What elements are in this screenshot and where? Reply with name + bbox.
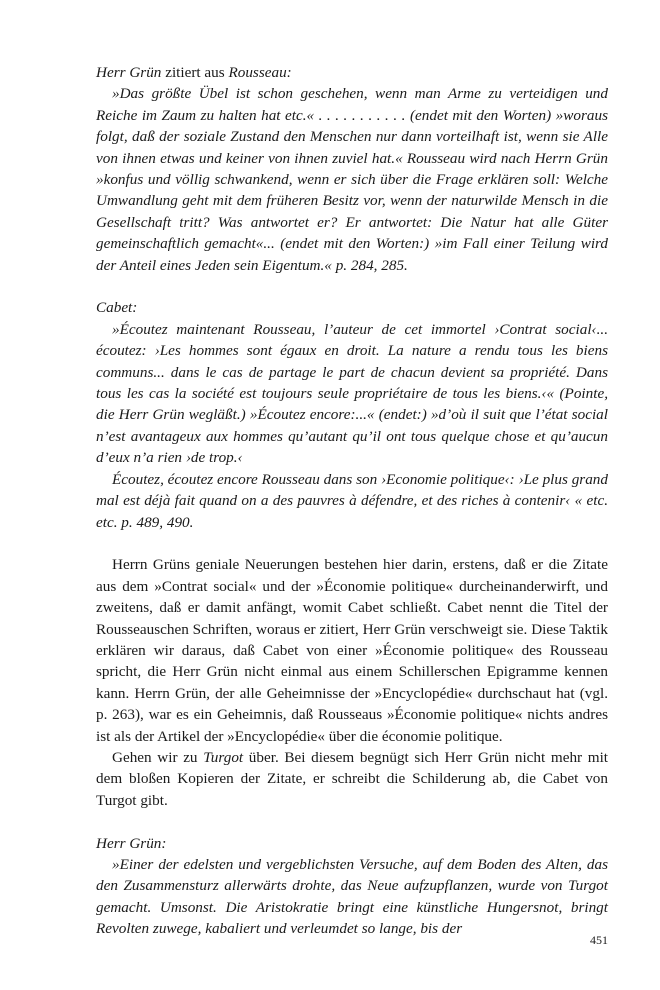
body-paragraph-1: Herrn Grüns geniale Neuerungen bestehen hier darin, erstens, daß er die Zitate aus dem »Contrat social« und der »Économie politique« durcheinanderwirft, und zweitens, daß er damit anfängt, womit Cabet schließt. Cabet nennt die Titel der Rousseauschen Schriften, woraus er zitiert, Herr Grün verschweigt sie. Diese Taktik erklären wir daraus, daß Cabet von einer »Économie politique« des Rousseau spricht, die Herr Grün nicht einmal aus einem Schillerschen Epigramme kennen kann. Herrn Grün, der alle Geheimnisse der »Encyclopédie« durchschaut hat (vgl. p. 263), war es ein Geheimnis, daß Rousseaus »Économie politique« nichts andres ist als der Artikel der »Encyclopédie« über die économie politique.	[96, 556, 608, 745]
section-heading-cabet: Cabet:	[96, 299, 138, 317]
speaker-name: Herr Grün	[96, 64, 162, 81]
speaker-source: Rousseau:	[228, 64, 292, 81]
para2-start: Gehen wir zu	[112, 748, 204, 766]
para2-end: über. Bei diesem begnügt sich Herr Grün nicht mehr mit dem bloßen Kopieren der Zitate, er schreibt die Schilderung ab, die Cabet von Turgot gibt.	[96, 748, 609, 809]
para2-name: Turgot	[203, 748, 244, 766]
quote-cabet-1: »Écoutez maintenant Rousseau, l’auteur de cet immortel ›Contrat social‹... écoutez: ›Les hommes sont égaux en droit. La nature a rendu tous les biens communs... dans le cas de partage le part de chacun devient sa propriété. Dans tous les cas la société est toujours seule propriétaire de tous les biens.‹« (Pointe, die Herr Grün wegläßt.) »Écoutez encore:...« (endet:) »d’où il suit que l’état social n’est avantageux aux hommes qu’autant qu’il ont tous quelque chose et qu’aucun d’eux n’a rien ›de trop.‹	[96, 320, 608, 467]
page-body	[96, 62, 608, 940]
section-heading-gruen-rousseau	[96, 62, 608, 83]
speaker-suffix: zitiert aus	[161, 64, 229, 81]
page-number: 451	[590, 933, 608, 947]
quote-cabet-2: Écoutez, écoutez encore Rousseau dans son ›Economie politique‹: ›Le plus grand mal est déjà fait quand on a des pauvres à défendre, et des riches à contenir‹ « etc. etc. p. 489, 490.	[96, 470, 608, 531]
body-paragraph-2	[96, 747, 608, 811]
section-heading-gruen-turgot: Herr Grün:	[96, 834, 167, 852]
quote-rousseau-gruen: »Das größte Übel ist schon geschehen, wenn man Arme zu verteidigen und Reiche im Zaum zu halten hat etc.« . . . . . . . . . . . (endet mit den Worten) »woraus folgt, daß der soziale Zustand den Menschen nur dann vorteilhaft ist, wenn sie Alle von ihnen etwas und keiner von ihnen zuviel hat.« Rousseau wird nach Herrn Grün »konfus und völlig schwankend, wenn er sich über die Frage erklären soll: Welche Umwandlung geht mit dem früheren Besitz vor, wenn der naturwilde Mensch in die Gesellschaft tritt? Was antwortet er? Er antwortet: Die Natur hat alle Güter gemeinschaftlich gemacht«... (endet mit den Worten:) »im Fall einer Teilung wird der Anteil eines Jeden sein Eigentum.« p. 284, 285.	[96, 85, 608, 274]
quote-turgot: »Einer der edelsten und vergeblichsten Versuche, auf dem Boden des Alten, das den Zusammensturz allerwärts drohte, das Neue aufzupflanzen, wurde von Turgot gemacht. Umsonst. Die Aristokratie bringt eine künstliche Hungersnot, bringt Revolten zuwege, kabaliert und verleumdet so lange, bis der	[96, 855, 608, 938]
